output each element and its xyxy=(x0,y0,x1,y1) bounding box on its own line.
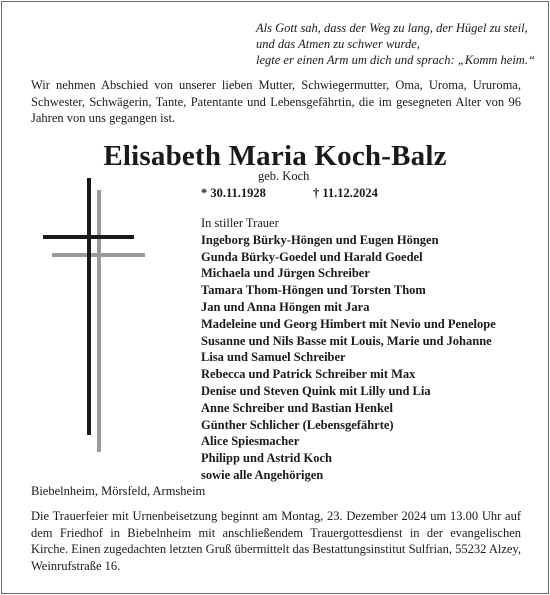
mourner-entry: sowie alle Angehörigen xyxy=(201,467,324,482)
mourner-entry: Gunda Bürky-Goedel und Harald Goedel xyxy=(201,249,423,264)
mourners-list xyxy=(201,215,496,484)
mourner-entry: Günther Schlicher (Lebensgefährte) xyxy=(201,417,394,432)
poem-line: Als Gott sah, dass der Weg zu lang, der Hügel zu steil, xyxy=(256,21,528,35)
funeral-notice: Die Trauerfeier mit Urnenbeisetzung beginnt am Montag, 23. Dezember 2024 um 13.00 Uhr auf dem Friedhof in Biebelnheim mit anschließendem Trauergottesdienst in der evangelischen Kirche. Einen zugedachten letzten Gruß übermittelt das Bestattungsinstitut Sulfrian, 55232 Alzey, Weinrufstraße 16. xyxy=(31,509,521,573)
places: Biebelnheim, Mörsfeld, Armsheim xyxy=(31,484,206,498)
poem-line: und das Atmen zu schwer wurde, xyxy=(256,37,420,51)
mourners-lead: In stiller Trauer xyxy=(201,216,279,230)
deceased-name: Elisabeth Maria Koch-Balz xyxy=(103,140,447,172)
birth-date: * 30.11.1928 xyxy=(201,186,266,200)
mourner-entry: Philipp und Astrid Koch xyxy=(201,451,332,466)
cross-dark-horizontal xyxy=(43,235,134,239)
poem-line: legte er einen Arm um dich und sprach: „Komm heim.“ xyxy=(256,53,535,67)
cross-icon xyxy=(40,190,145,460)
intro-text: Wir nehmen Abschied von unserer lieben Mutter, Schwiegermutter, Oma, Uroma, Ururoma, Schwester, Schwägerin, Tante, Patentante und Lebensgefährtin, die im gesegneten Alter von 96 Jahren von uns gegangen ist. xyxy=(31,78,521,125)
mourner-entry: Lisa und Samuel Schreiber xyxy=(201,350,346,365)
death-date: † 11.12.2024 xyxy=(313,186,378,200)
mourner-entry: Susanne und Nils Basse mit Louis, Marie und Johanne xyxy=(201,333,492,348)
cross-dark-vertical xyxy=(87,178,91,435)
mourner-entry: Denise und Steven Quink mit Lilly und Lia xyxy=(201,383,431,398)
mourner-entry: Madeleine und Georg Himbert mit Nevio und Penelope xyxy=(201,316,496,331)
mourner-entry: Anne Schreiber und Bastian Henkel xyxy=(201,400,393,415)
cross-grey-vertical xyxy=(97,190,101,452)
mourner-entry: Tamara Thom-Höngen und Torsten Thom xyxy=(201,283,426,298)
cross-grey-horizontal xyxy=(52,253,145,257)
mourner-entry: Michaela und Jürgen Schreiber xyxy=(201,266,370,281)
mourner-entry: Jan und Anna Höngen mit Jara xyxy=(201,299,370,314)
poem xyxy=(256,20,546,68)
mourner-entry: Rebecca und Patrick Schreiber mit Max xyxy=(201,367,416,382)
mourner-entry: Ingeborg Bürky-Höngen und Eugen Höngen xyxy=(201,232,439,247)
birth-name: geb. Koch xyxy=(258,169,310,183)
mourner-entry: Alice Spiesmacher xyxy=(201,434,300,449)
